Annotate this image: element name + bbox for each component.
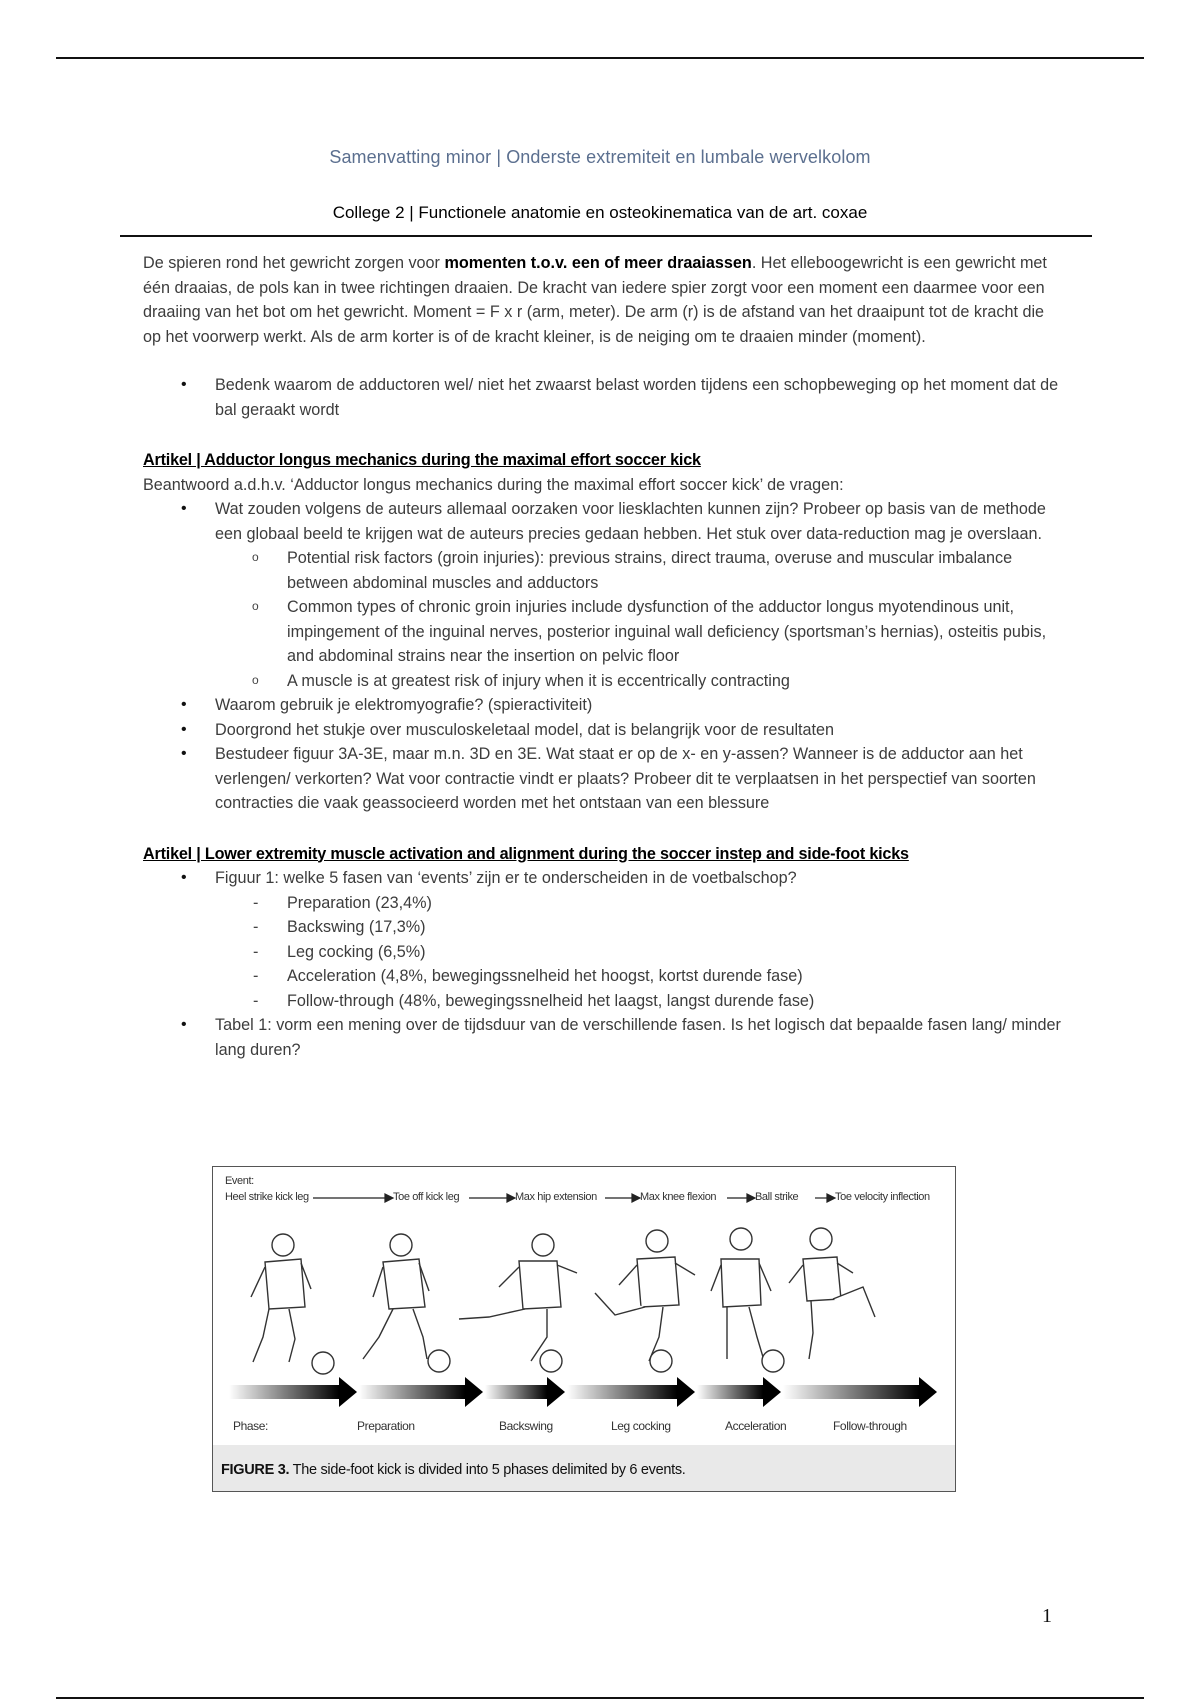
college-title-rule (120, 235, 1092, 237)
list-item: • Bestudeer figuur 3A-3E, maar m.n. 3D en 3E. Wat staat er op de x- en y-assen? Wanneer is de adductor aan het verlengen/ verkorten? Wat voor contractie vindt er plaats? Probeer dit te verplaatsen in het perspectief van soorten contracties die vaak geassocieerd worden met het ontstaan van een blessure (143, 742, 1063, 816)
page-number: 1 (1042, 1605, 1052, 1627)
list-item-text: Figuur 1: welke 5 fasen van ‘events’ zijn er te onderscheiden in de voetbalschop? (215, 869, 797, 887)
figure-event-label: Ball strike (755, 1191, 799, 1203)
intro-paragraph (143, 251, 1063, 349)
figure-phase-label: Follow-through (833, 1419, 907, 1433)
list-item: • Doorgrond het stukje over musculoskeletaal model, dat is belangrijk voor de resultaten (143, 718, 1063, 743)
phase-arrows (229, 1377, 937, 1407)
bottom-rule (56, 1697, 1144, 1699)
list-item: • Waarom gebruik je elektromyografie? (spieractiviteit) (143, 693, 1063, 718)
intro-text-before: De spieren rond het gewricht zorgen voor (143, 254, 445, 272)
figure-event-label: Toe off kick leg (393, 1191, 460, 1203)
document-header-title: Samenvatting minor | Onderste extremiteit en lumbale wervelkolom (329, 147, 871, 167)
figure-event-label: Max hip extension (515, 1191, 597, 1203)
figure-events-label: Event: (225, 1175, 254, 1187)
college-title: College 2 | Functionele anatomie en osteokinematica van de art. coxae (332, 203, 868, 222)
figure-caption-bold: FIGURE 3. (221, 1462, 290, 1478)
intro-bullet-list (143, 373, 1063, 422)
top-rule (56, 57, 1144, 59)
list-item: • Tabel 1: vorm een mening over de tijdsduur van de verschillende fasen. Is het logisch dat bepaalde fasen lang/ minder lang duren? (143, 1013, 1063, 1062)
soccer-kick-figure (212, 1166, 956, 1492)
list-item: o A muscle is at greatest risk of injury when it is eccentrically contracting (143, 669, 1063, 694)
figure-caption-text: The side-foot kick is divided into 5 phases delimited by 6 events. (289, 1462, 686, 1478)
article2-title: Artikel | Lower extremity muscle activation and alignment during the soccer instep and side-foot kicks (143, 844, 909, 863)
intro-bold: momenten t.o.v. een of meer draaiassen (444, 254, 752, 272)
list-item: - Leg cocking (6,5%) (143, 940, 1063, 965)
document-body (143, 251, 1063, 1062)
list-item (143, 866, 1063, 1013)
list-item: - Backswing (17,3%) (143, 915, 1063, 940)
figure-phase-label: Phase: (233, 1419, 268, 1433)
list-item: - Follow-through (48%, bewegingssnelheid het laagst, langst durende fase) (143, 989, 1063, 1014)
figure-caption-bar (213, 1445, 955, 1491)
figure-event-label: Heel strike kick leg (225, 1191, 309, 1203)
list-item (143, 497, 1063, 693)
list-item: • Bedenk waarom de adductoren wel/ niet het zwaarst belast worden tijdens een schopbeweging op het moment dat de bal geraakt wordt (143, 373, 1063, 422)
list-item: - Acceleration (4,8%, bewegingssnelheid het hoogst, kortst durende fase) (143, 964, 1063, 989)
article2-bullets (143, 866, 1063, 1062)
list-item: - Preparation (23,4%) (143, 891, 1063, 916)
figure-event-label: Max knee flexion (640, 1191, 717, 1203)
article1-bullets (143, 497, 1063, 816)
phase-list (215, 891, 1063, 1014)
article1-lead: Beantwoord a.d.h.v. ‘Adductor longus mechanics during the maximal effort soccer kick’ de vragen: (143, 475, 844, 494)
list-item-text: Wat zouden volgens de auteurs allemaal oorzaken voor liesklachten kunnen zijn? Probeer op basis van de methode een globaal beeld te krijgen wat de auteurs precies gedaan hebben. Het stuk over data-reduction mag je overslaan. (215, 500, 1046, 543)
list-item: o Common types of chronic groin injuries include dysfunction of the adductor longus myotendinous unit, impingement of the inguinal nerves, posterior inguinal wall deficiency (sportsman’s hernias), osteitis pubis, and abdominal strains near the insertion on pelvic floor (143, 595, 1063, 669)
list-item: o Potential risk factors (groin injuries): previous strains, direct trauma, overuse and muscular imbalance between abdominal muscles and adductors (143, 546, 1063, 595)
figure-caption (221, 1462, 686, 1478)
figure-phase-label: Backswing (499, 1419, 553, 1433)
intro-text-after: . Het elleboogewricht is een gewricht met één draaias, de pols kan in twee richtingen draaien. De kracht van iedere spier zorgt voor een moment een daarmee voor een draaiing van het bot om het gewricht. Moment = F x r (arm, meter). De arm (r) is de afstand van het draaipunt tot de kracht die op het voorwerp werkt. Als de arm korter is of de kracht kleiner, is de neiging om te draaien minder (moment). (143, 254, 1047, 346)
figure-phase-label: Acceleration (725, 1419, 787, 1433)
player-figures (251, 1228, 875, 1374)
figure-event-label: Toe velocity inflection (835, 1191, 930, 1203)
figure-phase-label: Leg cocking (611, 1419, 671, 1433)
article1-title: Artikel | Adductor longus mechanics during the maximal effort soccer kick (143, 451, 701, 469)
figure-phase-label: Preparation (357, 1419, 415, 1433)
article1-subbullets (215, 546, 1063, 693)
